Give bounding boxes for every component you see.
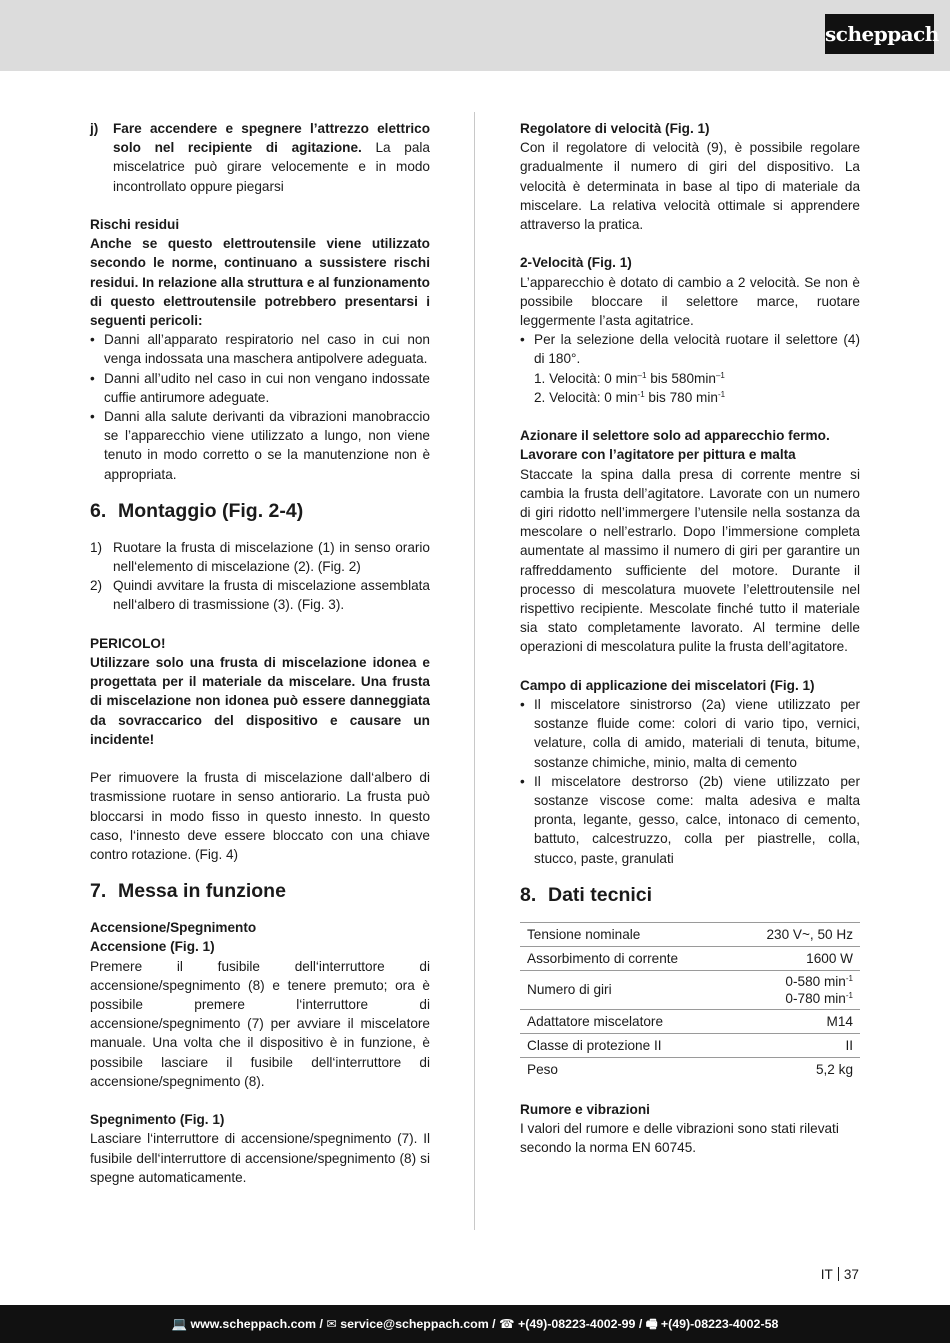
on-title: Accensione (Fig. 1): [90, 939, 215, 955]
section-heading-7: 7. Messa in funzione: [90, 880, 286, 903]
spec-value: 1600 W: [731, 946, 860, 970]
right-column: [520, 119, 860, 1158]
list-item: 2) Quindi avvitare la frusta di miscelazione assemblata nell‘albero di trasmissione (3). (Fig. 3).: [90, 578, 430, 613]
table-row: [520, 1033, 860, 1057]
item-j-label: j): [90, 121, 99, 136]
column-divider: [474, 112, 475, 1230]
speed-values: [520, 369, 860, 407]
website-link[interactable]: www.scheppach.com: [190, 1317, 317, 1331]
email-link[interactable]: service@scheppach.com: [340, 1317, 489, 1331]
item-j-bold: Fare accendere e spegnere l’attrezzo elettrico solo nel recipiente di agitazione.: [113, 121, 430, 156]
list-item: • Il miscelatore sinistrorso (2a) viene utilizzato per sostanze fluide come: colori di vario tipo, vernici, velature, colla di amido, materiali di tenuta, bitume, sostanze chimiche, minio, malta di cemento: [520, 695, 860, 772]
table-row: [520, 946, 860, 970]
item-j-rest: La pala miscelatrice può girare velocemente e in modo incontrollato oppure piegarsi: [113, 140, 430, 194]
danger-title: PERICOLO!: [90, 635, 166, 651]
off-title: Spegnimento (Fig. 1): [90, 1112, 225, 1128]
residual-risks-list: [90, 330, 430, 484]
spec-label: Assorbimento di corrente: [520, 946, 731, 970]
remove-text: Per rimuovere la frusta di miscelazione dall‘albero di trasmissione ruotare in senso antiorario. La frusta può bloccarsi in modo fisso in questo innesto. In questo caso, l‘innesto deve essere bloccato con una chiave contro rotazione. (Fig. 4): [90, 770, 430, 863]
list-item: • Per la selezione della velocità ruotare il selettore (4) di 180°.: [520, 330, 860, 368]
page-num: 37: [843, 1267, 859, 1282]
spec-value: 0-580 $\min^{-1}$ 0-780 $\min^{-1}$: [731, 970, 860, 1009]
speed-1-line: 1. Velocità: 0 $\min^{-1}$ bis $580\min^{-1}$: [534, 370, 725, 386]
list-item: • Danni alla salute derivanti da vibrazioni manobraccio se l’apparecchio viene utilizzato a lungo, non viene tenuto in modo corretto o se la manutenzione non è appropriata.: [90, 407, 430, 484]
residual-risks-title: Rischi residui: [90, 217, 180, 232]
spec-value: 5,2 kg: [815, 1061, 853, 1077]
phone-icon: ☎: [499, 1317, 515, 1331]
spec-label: Peso: [527, 1061, 558, 1077]
two-speed-list: [520, 330, 860, 368]
spec-value: II: [731, 1033, 860, 1057]
section-heading-6: 6. Montaggio (Fig. 2-4): [90, 499, 304, 522]
left-column: [90, 119, 430, 1187]
spec-label: Numero di giri: [520, 970, 731, 1009]
applications-list: [520, 695, 860, 868]
spec-label: Classe di protezione II: [520, 1033, 731, 1057]
list-item: 1) Ruotare la frusta di miscelazione (1) in senso orario nell‘elemento di miscelazione (2). (Fig. 2): [90, 539, 430, 575]
operate-text: Staccate la spina dalla presa di corrente mentre si cambia la frusta dell’agitatore. Lavorate con un numero di giri ridotto nell’immergere l’utensile nella sostanza da mescolare o nell’estrarlo. Dopo l’immersione completa aumentate al massimo il numero di giri per garantire un raffreddamento sufficiente del motore. Durante il processo di mescolatura muovete l’elettroutensile nel rispettivo recipiente. Mescolate finché tutto il materiale sia stato completamente lavorato. Al termine delle operazioni di mescolatura pulite la frusta dell’agitatore.: [520, 466, 860, 655]
item-j-text: [113, 119, 430, 196]
page-number: [821, 1265, 859, 1284]
off-text: Lasciare l‘interruttore di accensione/spegnimento (7). Il fusibile dell‘interruttore di accensione/spegnimento (8) si spegne automaticamente.: [90, 1131, 430, 1185]
assembly-steps: [90, 538, 430, 615]
operate-title-1: Azionare il selettore solo ad apparecchio fermo.: [520, 428, 830, 444]
operate-title-2: Lavorare con l’agitatore per pittura e malta: [520, 447, 796, 463]
speed-regulator-title: Regolatore di velocità (Fig. 1): [520, 121, 710, 136]
computer-icon: 💻: [171, 1317, 188, 1331]
footer-bar: 💻 www.scheppach.com / ✉ service@scheppach.com / ☎ +(49)-08223-4002-99 / 🖷 +(49)-08223-4002-58: [0, 1305, 950, 1343]
noise-text: I valori del rumore e delle vibrazioni sono stati rilevati secondo la norma EN 60745.: [520, 1121, 839, 1156]
onoff-title: Accensione/Spegnimento: [90, 920, 257, 936]
two-speed-text: L’apparecchio è dotato di cambio a 2 velocità. Se non è possibile bloccare il selettore marce, ruotare leggermente l’asta agitatrice.: [520, 274, 860, 329]
on-text: Premere il fusibile dell‘interruttore di accensione/spegnimento (8) e tenere premuto; ora è possibile premere l‘interruttore di accensione/spegnimento (7) per avviare il miscelatore manuale. Una volta che il dispositivo è in funzione, è possibile lasciare il fusibile dell‘interruttore di accensione/spegnimento (8).: [90, 958, 430, 1089]
two-speed-title: 2-Velocità (Fig. 1): [520, 255, 632, 271]
table-row: [520, 1057, 860, 1081]
mail-icon: ✉: [326, 1317, 337, 1331]
danger-text: Utilizzare solo una frusta di miscelazione idonea e progettata per il materiale da miscelare. Una frusta di miscelazione non idonea può essere danneggiata da sovraccarico del dispositivo e causare un incidente!: [90, 655, 430, 747]
brand-logo: scheppach: [825, 14, 934, 54]
spec-label: Tensione nominale: [520, 922, 731, 946]
list-item: • Danni all’udito nel caso in cui non vengano indossate cuffie antirumore adeguate.: [90, 369, 430, 407]
fax-icon: 🖷: [645, 1317, 658, 1331]
spec-value: 230 V~, 50 Hz: [731, 922, 860, 946]
table-row: [520, 1009, 860, 1033]
noise-title: Rumore e vibrazioni: [520, 1102, 650, 1118]
speed-regulator-text: Con il regolatore di velocità (9), è possibile regolare gradualmente il numero di giri del dispositivo. La velocità è determinata in base al tipo di materiale da miscelare. La relativa velocità ottimale si apprendere attraverso la pratica.: [520, 140, 860, 233]
fax-number: +(49)-08223-4002-58: [660, 1317, 779, 1331]
speed-2-line: 2. Velocità: 0 $\min^{-1}$ bis 780 $\min^{-1}$: [534, 389, 726, 405]
residual-risks-intro: Anche se questo elettroutensile viene utilizzato secondo le norme, continuano a sussistere rischi residui. In relazione alla struttura e al funzionamento di questo elettroutensile potrebbero presentarsi i seguenti pericoli:: [90, 236, 430, 329]
section-heading-8: 8. Dati tecnici: [520, 883, 653, 906]
applications-title: Campo di applicazione dei miscelatori (Fig. 1): [520, 677, 815, 693]
header-bar: [0, 0, 950, 71]
table-row: [520, 922, 860, 946]
list-item: • Il miscelatore destrorso (2b) viene utilizzato per sostanze viscose come: malta adesiva e malta pronta, legante, gesso, calce, intonaco di cemento, battuto, calcestruzzo, colla per piastrelle, colla, stucco, paste, granulati: [520, 772, 860, 868]
spec-label: Adattatore miscelatore: [520, 1009, 731, 1033]
item-j: [90, 119, 430, 196]
page-lang: IT: [820, 1267, 833, 1282]
spec-value: M14: [731, 1009, 860, 1033]
phone-number: +(49)-08223-4002-99: [517, 1317, 636, 1331]
list-item: • Danni all’apparato respiratorio nel caso in cui non venga indossata una maschera antipolvere adeguata.: [90, 330, 430, 368]
table-row: [520, 970, 860, 1009]
specs-table: [520, 922, 860, 1081]
